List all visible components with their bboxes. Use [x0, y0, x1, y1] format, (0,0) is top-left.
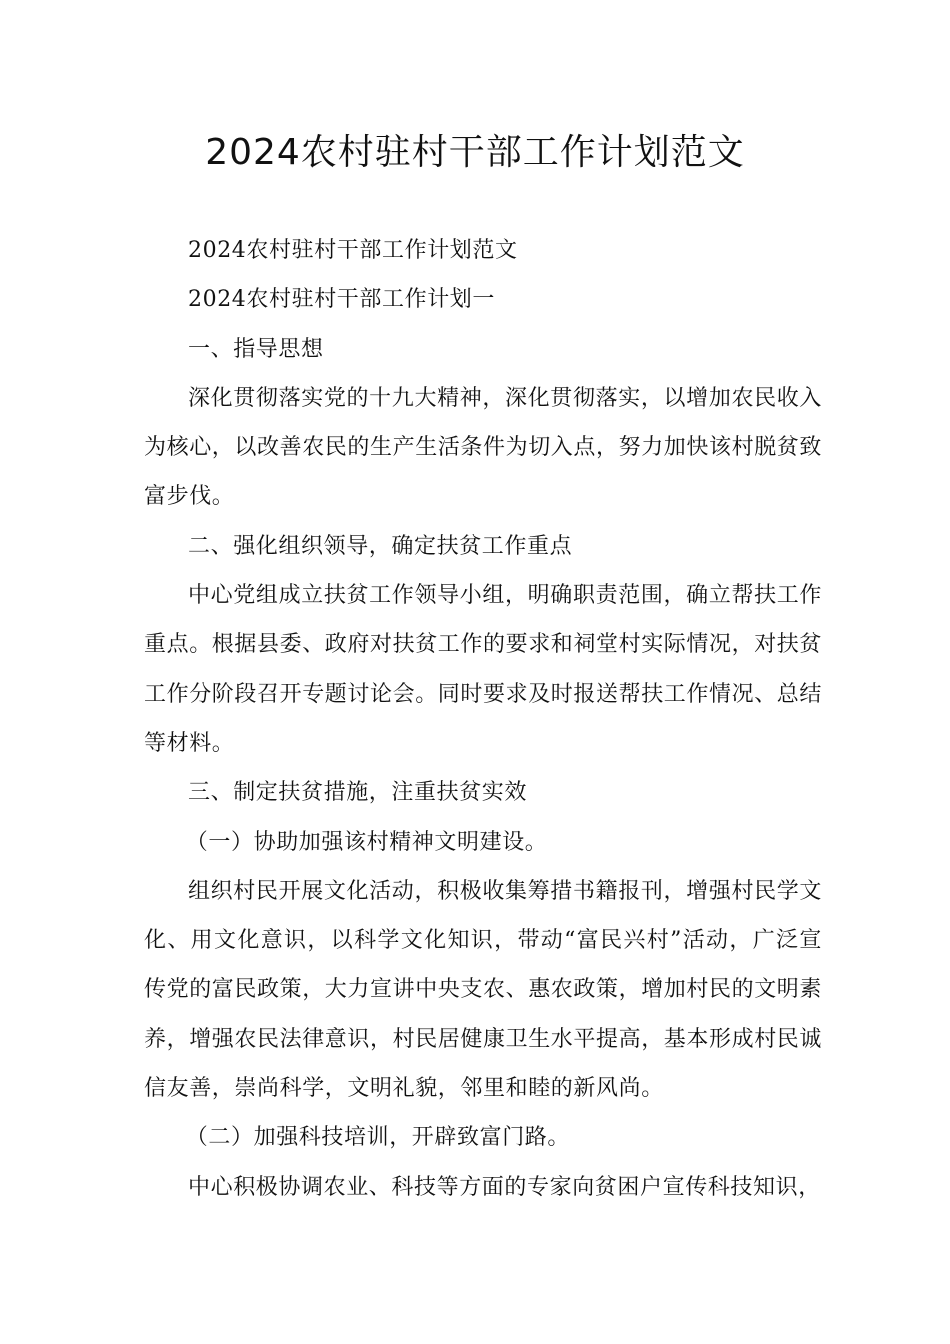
section-heading-1: 一、指导思想: [188, 336, 324, 362]
paragraph-leadership: 中心党组成立扶贫工作领导小组，明确职责范围，确立帮扶工作重点。根据县委、政府对扶贫工作的要求和祠堂村实际情况，对扶贫工作分阶段召开专题讨论会。同时要求及时报送帮扶工作情况、总结等材料。: [144, 583, 823, 756]
paragraph-technology: 中心积极协调农业、科技等方面的专家向贫困户宣传科技知识，: [188, 1174, 821, 1200]
subsection-heading-2: （二）加强科技培训，开辟致富门路。: [185, 1125, 570, 1151]
paragraph-repeat-title: 2024农村驻村干部工作计划范文: [188, 238, 518, 263]
subsection-heading-1: （一）协助加强该村精神文明建设。: [185, 829, 548, 855]
document-body: [144, 226, 822, 1212]
paragraph-plan-heading: 2024农村驻村干部工作计划一: [188, 287, 495, 313]
paragraph-civilization: 组织村民开展文化活动，积极收集筹措书籍报刊，增强村民学文化、用文化意识，以科学文化知识，带动“富民兴村”活动，广泛宣传党的富民政策，大力宣讲中央支农、惠农政策，增加村民的文明素养，增强农民法律意识，村民居健康卫生水平提高，基本形成村民诚信友善，崇尚科学，文明礼貌，邻里和睦的新风尚。: [144, 878, 823, 1102]
document-title: 2024农村驻村干部工作计划范文: [205, 132, 745, 173]
section-heading-2: 二、强化组织领导，确定扶贫工作重点: [188, 533, 573, 559]
paragraph-guiding-thought: 深化贯彻落实党的十九大精神，深化贯彻落实，以增加农民收入为核心，以改善农民的生产生活条件为切入点，努力加快该村脱贫致富步伐。: [144, 385, 823, 510]
section-heading-3: 三、制定扶贫措施，注重扶贫实效: [188, 780, 528, 806]
